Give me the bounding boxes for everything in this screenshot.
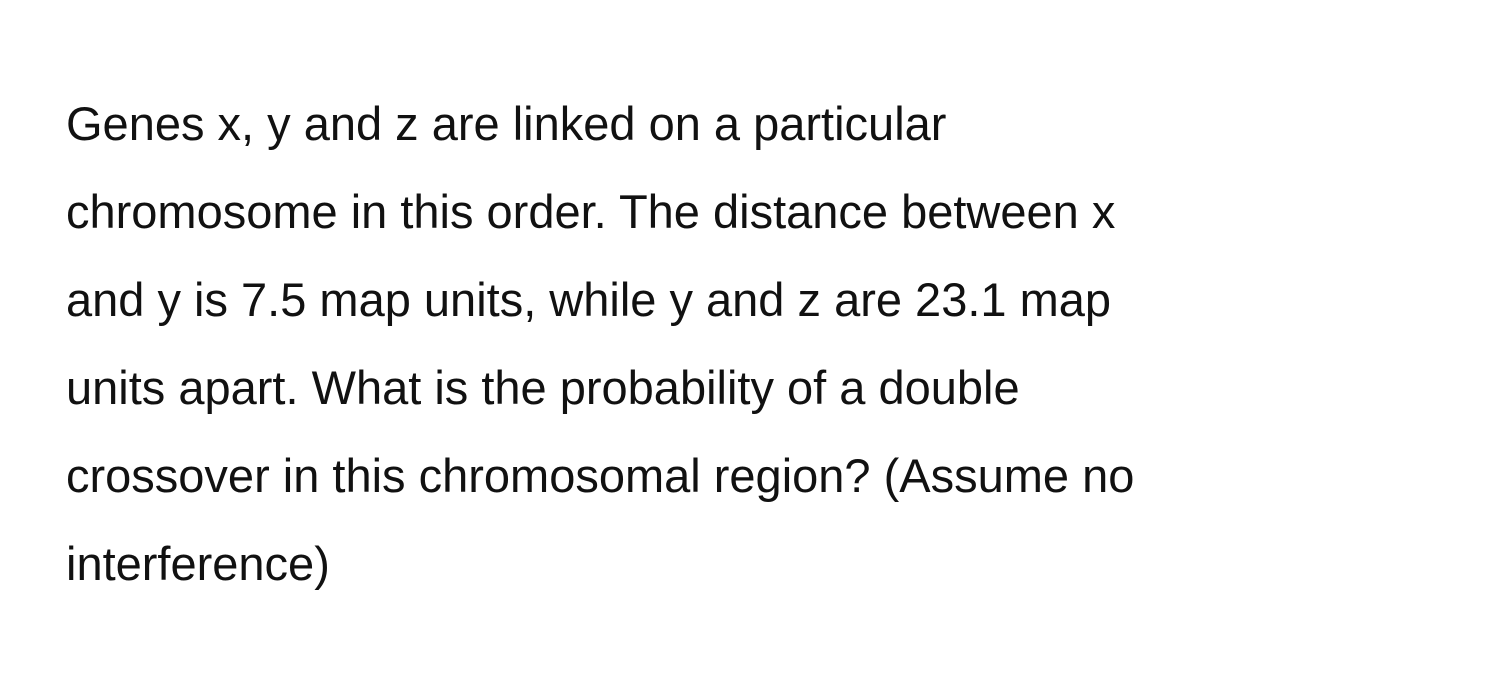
- question-line-3: and y is 7.5 map units, while y and z are 23.1 map: [66, 273, 1112, 326]
- question-line-2: chromosome in this order. The distance between x: [66, 185, 1116, 238]
- question-line-6: interference): [66, 537, 330, 590]
- question-line-4: units apart. What is the probability of a double: [66, 361, 1020, 414]
- question-line-1: Genes x, y and z are linked on a particular: [66, 97, 947, 150]
- question-line-5: crossover in this chromosomal region? (Assume no: [66, 449, 1135, 502]
- question-text: [66, 80, 1440, 608]
